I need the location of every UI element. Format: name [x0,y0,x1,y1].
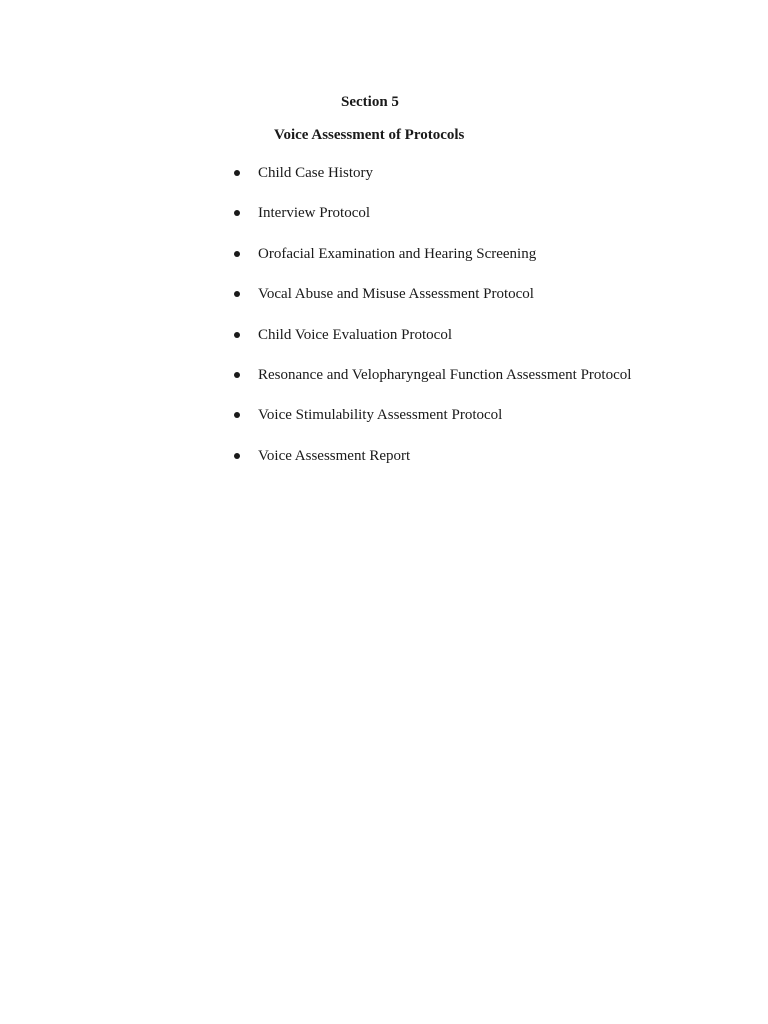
list-item-label: Orofacial Examination and Hearing Screening [258,245,537,262]
list-item-label: Voice Assessment Report [258,447,411,464]
section-title-heading: Voice Assessment of Protocols [274,127,465,143]
section-number-heading: Section 5 [341,94,399,110]
bullet-icon [234,251,240,257]
bullet-icon [234,412,240,418]
bullet-icon [234,453,240,459]
bullet-icon [234,372,240,378]
bullet-icon [234,170,240,176]
list-item-label: Voice Stimulability Assessment Protocol [258,407,503,424]
list-item-label: Child Case History [258,165,373,181]
list-item-label: Resonance and Velopharyngeal Function Assessment Protocol [258,366,632,383]
bullet-icon [234,291,240,297]
bullet-icon [234,210,240,216]
list-item-label: Child Voice Evaluation Protocol [258,326,453,343]
bullet-icon [234,332,240,338]
list-item-label: Vocal Abuse and Misuse Assessment Protocol [258,286,534,303]
list-item-label: Interview Protocol [258,205,371,222]
